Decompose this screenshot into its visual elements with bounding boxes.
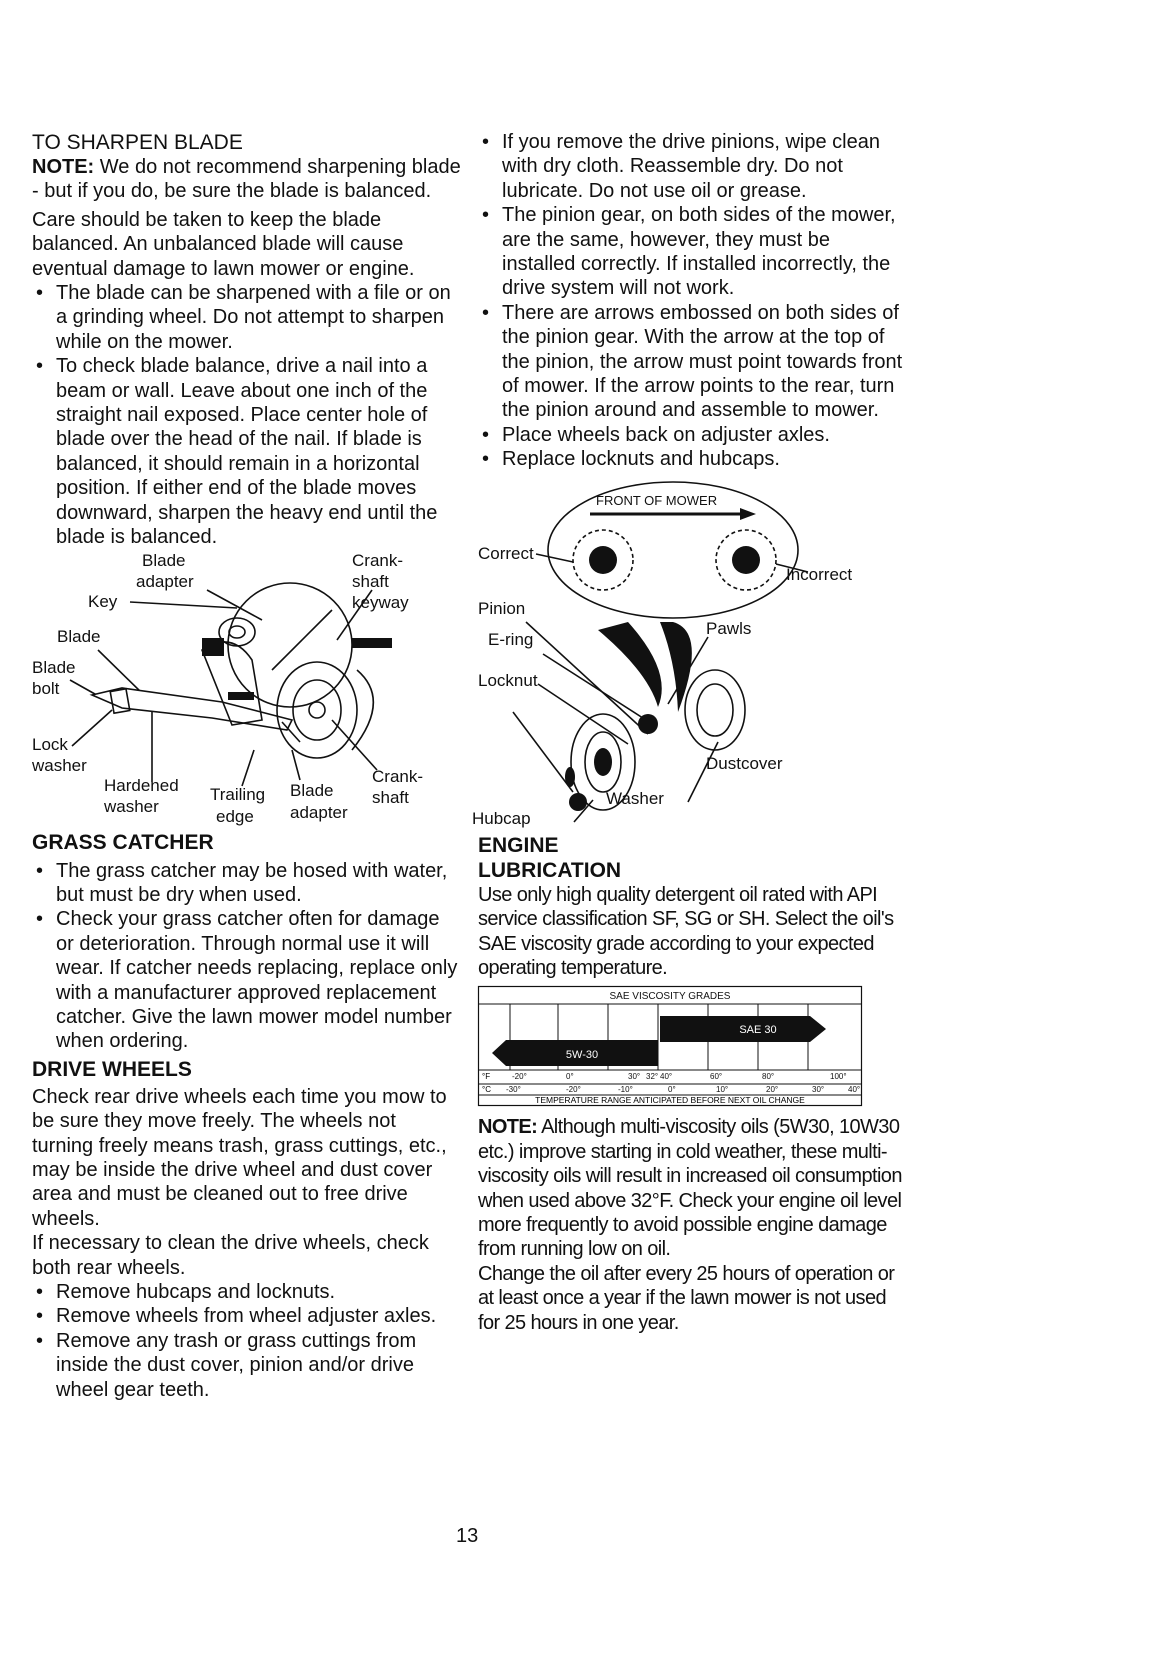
f-tick-label: 100° [830,1072,847,1082]
left-column [32,130,462,1402]
label-washer: Washer [606,788,664,808]
bar-sae30-label: SAE 30 [739,1024,777,1037]
label-trailing-edge-2: edge [216,806,254,826]
wheel-assembly-figure [472,472,908,828]
c-unit-label: °C [482,1085,491,1095]
grass-catcher-bullet-list [32,859,462,1054]
label-lock-washer-2: washer [32,755,87,775]
note-label: NOTE: [32,156,95,178]
f-tick-label: 0° [566,1072,574,1082]
drive-wheels-heading: DRIVE WHEELS [32,1057,192,1081]
list-item: • Replace locknuts and hubcaps. [478,447,908,471]
c-tick-label: -10° [618,1085,633,1095]
drive-wheels-bullet-list [32,1280,462,1402]
label-dustcover: Dustcover [706,753,783,773]
list-item: • If you remove the drive pinions, wipe clean with dry cloth. Reassemble dry. Do not lubricate. Do not use oil or grease. [478,130,908,203]
list-item: • The blade can be sharpened with a file or on a grinding wheel. Do not attempt to sharpen while on the mower. [32,281,462,354]
list-item: • The pinion gear, on both sides of the mower, are the same, however, they must be installed correctly. If installed incorrectly, the drive system will not work. [478,203,908,301]
list-item: • There are arrows embossed on both sides of the pinion gear. With the arrow at the top of the pinion, the arrow must point towards front of mower. If the arrow points to the rear, turn the pinion around and assemble to mower. [478,301,908,423]
right-column [472,130,908,1335]
viscosity-chart-footer: TEMPERATURE RANGE ANTICIPATED BEFORE NEXT OIL CHANGE [535,1095,805,1106]
label-blade-bolt: Blade [32,657,76,677]
f-tick-label: 32° [646,1072,659,1082]
label-lock-washer: Lock [32,734,68,754]
note-label: NOTE: [478,1116,538,1139]
sharpen-paragraph: Care should be taken to keep the blade balanced. An unbalanced blade will cause eventual damage to lawn mower or engine. [32,208,415,280]
label-blade: Blade [57,626,101,646]
label-blade-adapter-top-2: adapter [136,571,194,591]
f-tick-label: 30° [628,1072,641,1082]
f-unit-label: °F [482,1072,491,1082]
list-item: • The grass catcher may be hosed with water, but must be dry when used. [32,859,462,908]
list-item: • Remove wheels from wheel adjuster axles. [32,1304,462,1328]
f-tick-label: 40° [660,1072,673,1082]
f-tick-label: 80° [762,1072,775,1082]
label-blade-adapter-bottom-2: adapter [290,802,348,822]
list-item: • To check blade balance, drive a nail into a beam or wall. Leave about one inch of the straight nail exposed. Place center hole of blade over the head of the nail. If blade is balanced, it should remain in a horizontal position. If either end of the blade moves downward, sharpen the heavy end until the blade is balanced. [32,354,462,549]
label-locknut: Locknut [478,670,538,690]
bar-5w30-label: 5W-30 [565,1049,599,1062]
f-tick-label: 60° [710,1072,723,1082]
viscosity-chart-svg [478,986,862,1106]
note-text: Although multi-viscosity oils (5W30, 10W30 etc.) improve starting in cold weather, these multi-viscosity oils will result in increased oil consumption when used above 32°F. Check your engine oil level more frequently to avoid possible engine damage from running low on oil. [478,1116,902,1261]
label-key: Key [88,591,118,611]
drive-wheels-paragraph-2: If necessary to clean the drive wheels, check both rear wheels. [32,1232,429,1279]
wheel-assembly-diagram [472,472,908,828]
sharpen-blade-heading: TO SHARPEN BLADE [32,131,243,154]
blade-assembly-figure [32,550,462,830]
c-tick-label: -20° [566,1085,581,1095]
blade-assembly-diagram [32,550,462,830]
pinion-bullet-list [478,130,908,472]
note-text: We do not recommend sharpening blade - but if you do, be sure the blade is balanced. [32,156,461,203]
label-hubcap: Hubcap [472,808,531,828]
label-blade-adapter-top: Blade [142,550,186,570]
label-hardened-washer: Hardened [104,775,179,795]
c-tick-label: 40° [848,1085,861,1095]
label-crankshaft-keyway-3: keyway [352,592,409,612]
list-item: • Place wheels back on adjuster axles. [478,423,908,447]
label-incorrect: Incorrect [786,564,853,584]
label-crankshaft-bottom: Crank- [372,766,424,786]
engine-note [478,1115,908,1261]
f-tick-label: -20° [512,1072,527,1082]
label-crankshaft-keyway: Crank- [352,550,404,570]
engine-paragraph: Use only high quality detergent oil rated with API service classification SF, SG or SH. Select the oil's SAE viscosity grade according to your expected operating temperature. [478,883,894,979]
sharpen-note [32,155,462,204]
viscosity-chart [478,986,908,1111]
label-crankshaft-bottom-2: shaft [372,787,409,807]
label-hardened-washer-2: washer [104,796,159,816]
list-item: • Check your grass catcher often for damage or deterioration. Through normal use it will wear. If catcher needs replacing, replace only with a manufacturer approved replacement catcher. Give the lawn mower model number when ordering. [32,907,462,1053]
engine-paragraph-2: Change the oil after every 25 hours of operation or at least once a year if the lawn mower is not used for 25 hours in one year. [478,1262,895,1334]
viscosity-chart-title: SAE VISCOSITY GRADES [609,991,731,1003]
label-front-of-mower: FRONT OF MOWER [596,492,718,508]
list-item: • Remove hubcaps and locknuts. [32,1280,462,1304]
bar-sae30 [660,1016,810,1042]
lubrication-heading: LUBRICATION [478,858,622,882]
label-pawls: Pawls [706,618,752,638]
engine-heading: ENGINE [478,833,559,857]
c-tick-label: 10° [716,1085,729,1095]
label-e-ring: E-ring [488,629,534,649]
label-trailing-edge: Trailing [210,784,266,804]
c-tick-label: -30° [506,1085,521,1095]
c-tick-label: 20° [766,1085,779,1095]
c-tick-label: 0° [668,1085,676,1095]
c-tick-label: 30° [812,1085,825,1095]
sharpen-bullet-list [32,281,462,549]
label-crankshaft-keyway-2: shaft [352,571,389,591]
blade-drawing [70,583,377,786]
label-blade-adapter-bottom: Blade [290,780,334,800]
label-correct: Correct [478,543,534,563]
drive-wheels-paragraph-1: Check rear drive wheels each time you mow to be sure they move freely. The wheels not turning freely means trash, grass cuttings, etc., may be inside the drive wheel and dust cover area and must be cleaned out to free drive wheels. [32,1085,447,1230]
list-item: • Remove any trash or grass cuttings from inside the dust cover, pinion and/or drive wheel gear teeth. [32,1329,462,1402]
grass-catcher-heading: GRASS CATCHER [32,830,214,854]
label-blade-bolt-2: bolt [32,678,60,698]
label-pinion: Pinion [478,598,526,618]
page-number: 13 [456,1525,479,1547]
